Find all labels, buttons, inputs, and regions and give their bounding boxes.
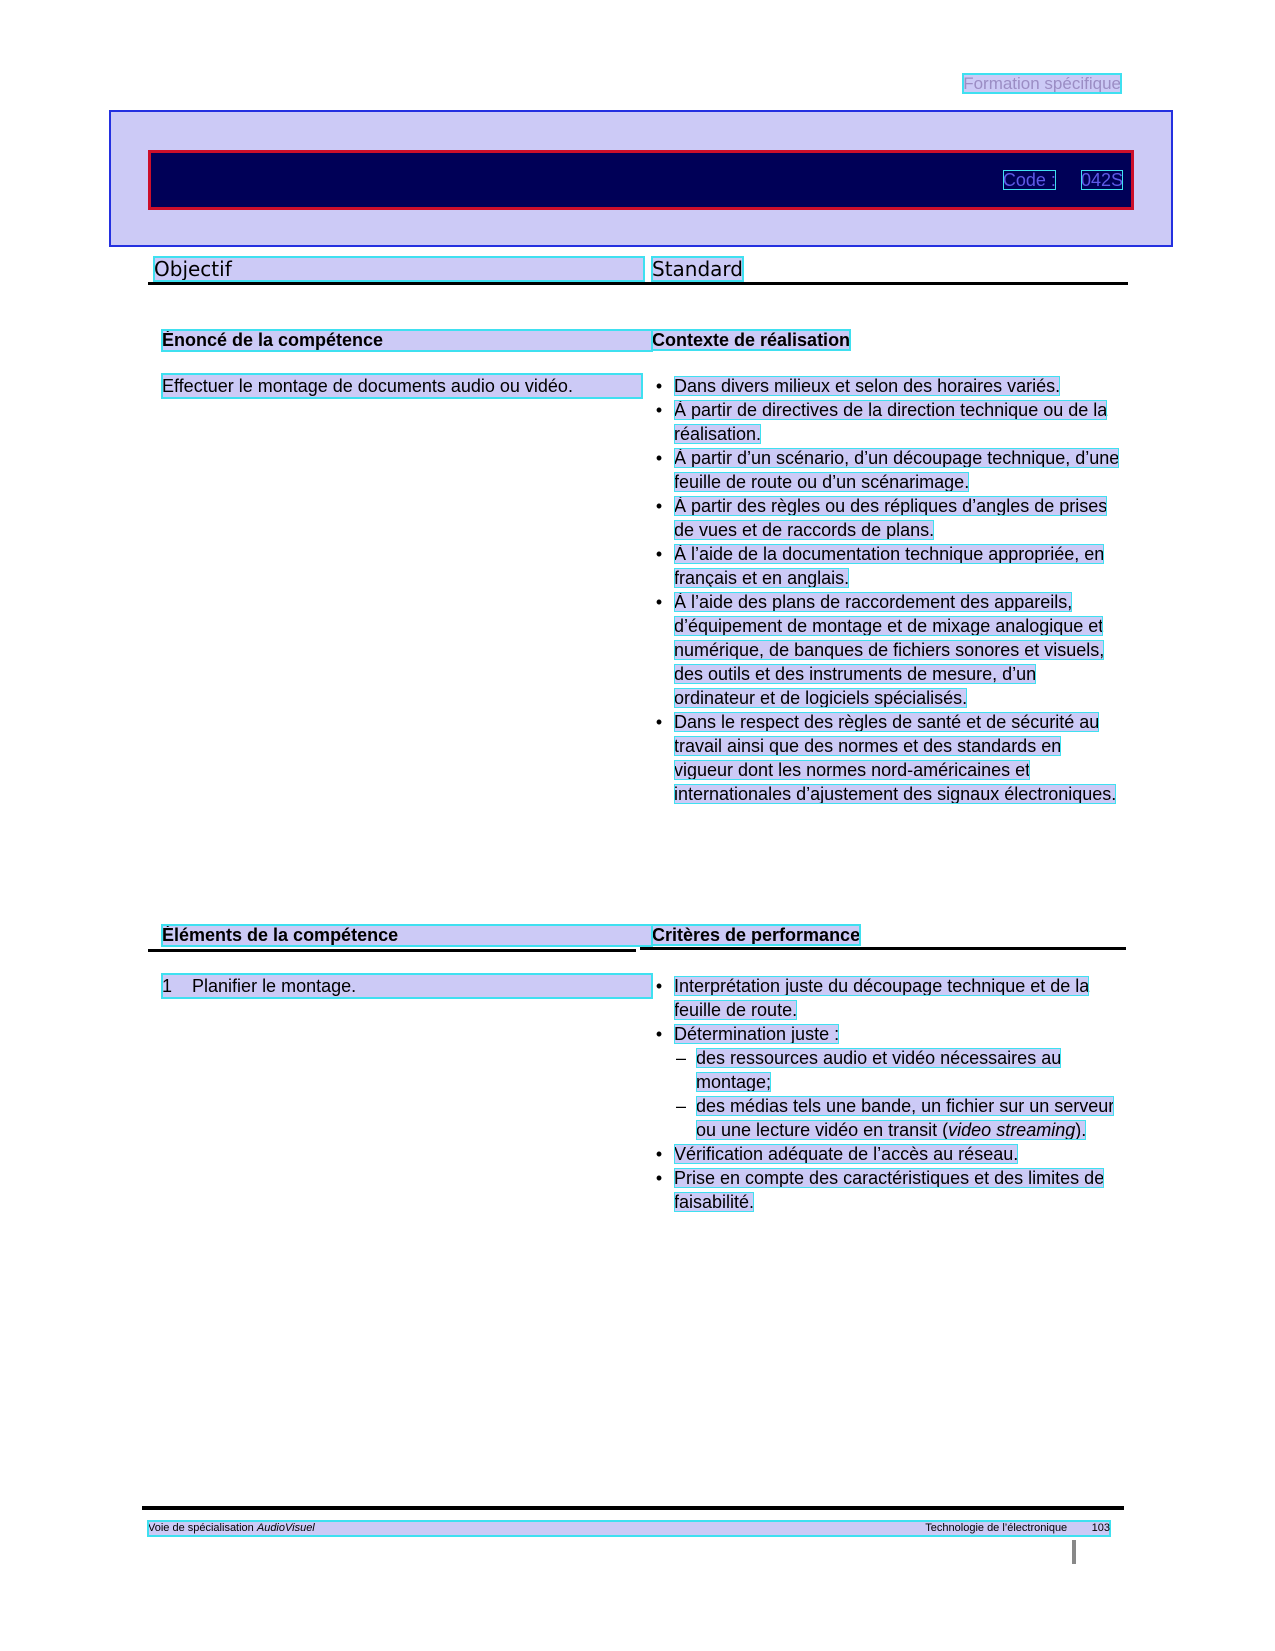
context-title: Contexte de réalisation (652, 330, 851, 350)
footer-right: Technologie de l’électronique 103 (925, 1522, 1110, 1534)
competence-title: Énoncé de la compétence (162, 330, 652, 351)
page-number: 103 (1091, 1522, 1110, 1534)
sublist-item: – des ressources audio et vidéo nécessaires au montage; (675, 1048, 1062, 1092)
heading-rule (148, 282, 1128, 285)
code-label-group (1003, 170, 1123, 190)
criteria-title: Critères de performance (652, 925, 861, 945)
code-bar (148, 150, 1134, 210)
footer-left: Voie de spécialisation AudioVisuel (148, 1522, 315, 1534)
footer-rule (142, 1506, 1124, 1510)
standard-heading: Standard (652, 257, 743, 281)
elements-title: Éléments de la compétence (162, 925, 652, 946)
list-item: • Vérification adéquate de l’accès au réseau. (655, 1144, 1019, 1164)
list-item: • Dans le respect des règles de santé et de sécurité au travail ainsi que des normes et des standards en vigueur dont les normes nord-américaines et internationales d’ajustement des signaux électroniques. (655, 712, 1117, 804)
list-item: • Détermination juste : – des ressources audio et vidéo nécessaires au montage; – des médias tels une bande, un fichier sur un serveur ou une lecture vidéo en transit (video streaming). (652, 1022, 1122, 1142)
list-item: • À partir de directives de la direction technique ou de la réalisation. (655, 400, 1108, 444)
code-value: 042S (1080, 170, 1123, 190)
list-item: • À partir d’un scénario, d’un découpage technique, d’une feuille de route ou d’un scénarimage. (655, 448, 1120, 492)
criteria-list (652, 974, 1122, 1214)
list-item: • Prise en compte des caractéristiques et des limites de faisabilité. (655, 1168, 1105, 1212)
page-footer (148, 1521, 1110, 1536)
code-label: Code : (1002, 170, 1056, 190)
sublist-item: – des médias tels une bande, un fichier sur un serveur ou une lecture vidéo en transit (video streaming). (675, 1096, 1115, 1140)
element-item-1: 1 Planifier le montage. (162, 974, 652, 998)
section-label: Formation spécifique (963, 74, 1121, 93)
objective-heading: Objectif (154, 257, 644, 281)
criteria-rule (640, 947, 1126, 950)
page-marker (1072, 1540, 1076, 1564)
list-item: • À partir des règles ou des répliques d’angles de prises de vues et de raccords de plans. (655, 496, 1108, 540)
list-item: • À l’aide de la documentation technique appropriée, en français et en anglais. (655, 544, 1105, 588)
competence-statement: Effectuer le montage de documents audio ou vidéo. (162, 374, 642, 398)
elements-rule (148, 949, 636, 952)
list-item: • Interprétation juste du découpage technique et de la feuille de route. (655, 976, 1090, 1020)
criteria-sublist (674, 1046, 1122, 1142)
list-item: • À l’aide des plans de raccordement des appareils, d’équipement de montage et de mixage analogique et numérique, de banques de fichiers sonores et visuels, des outils et des instruments de mesure, d’un ordinateur et de logiciels spécialisés. (655, 592, 1105, 708)
context-list (652, 374, 1122, 806)
list-item: • Dans divers milieux et selon des horaires variés. (655, 376, 1061, 396)
